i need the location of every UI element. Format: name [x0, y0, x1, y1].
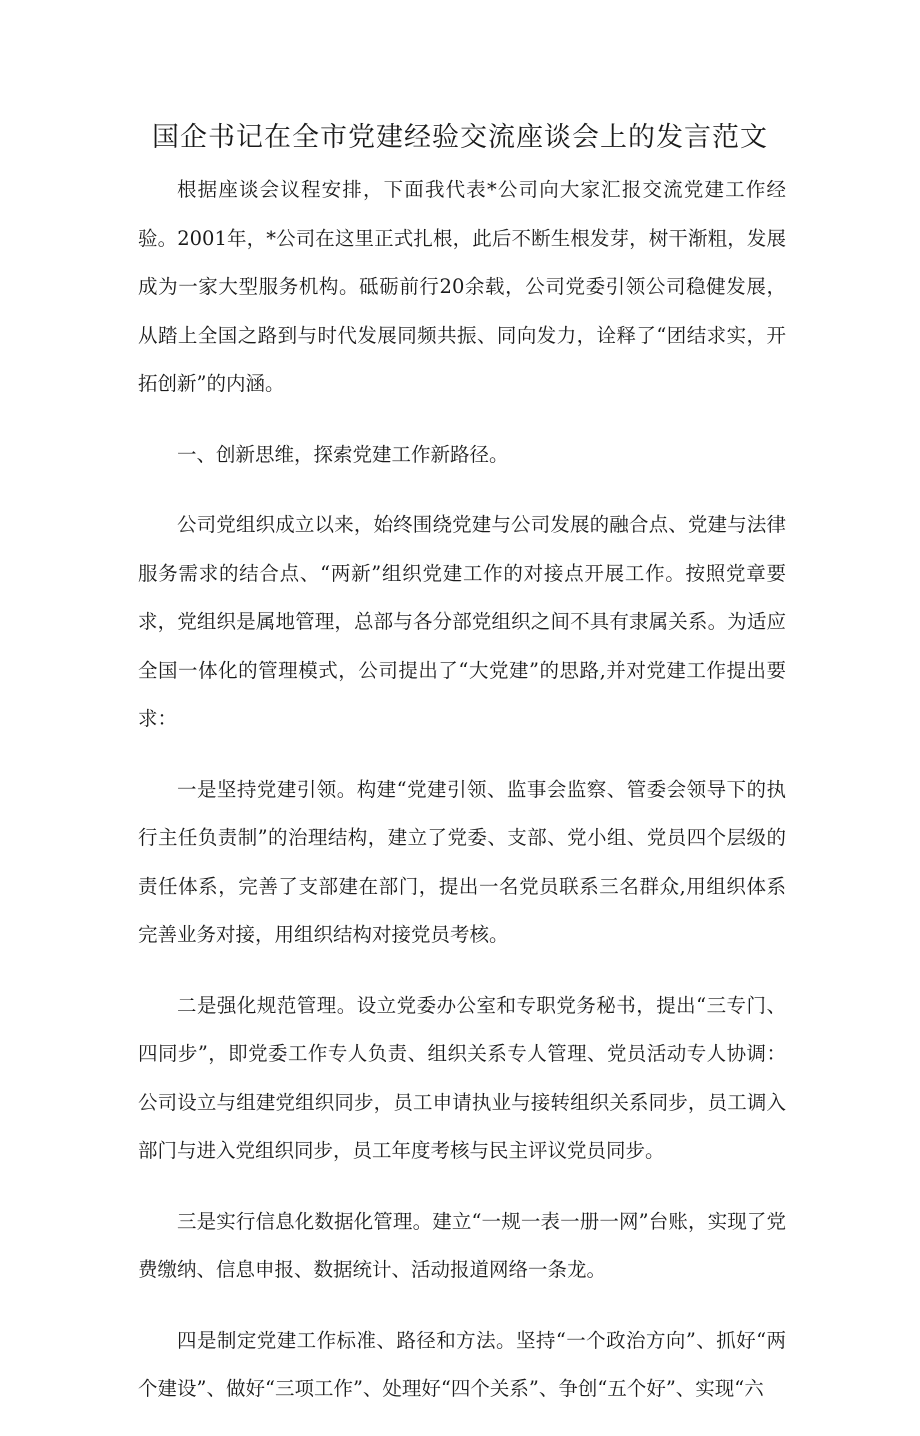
paragraph-point-1: 一是坚持党建引领。构建“党建引领、监事会监察、管委会领导下的执行主任负责制”的治理结构，建立了党委、支部、党小组、党员四个层级的责任体系，完善了支部建在部门，提出一名党员联系三名群众,用组织体系完善业务对接，用组织结构对接党员考核。 [138, 777, 786, 946]
document-title: 国企书记在全市党建经验交流座谈会上的发言范文 [152, 122, 768, 153]
paragraph-point-4: 四是制定党建工作标准、路径和方法。坚持“一个政治方向”、抓好“两个建设”、做好“三项工作”、处理好“四个关系”、争创“五个好”、实现“六 [138, 1328, 786, 1400]
section-heading-1: 一、创新思维，探索党建工作新路径。 [177, 442, 509, 466]
paragraph-point-3: 三是实行信息化数据化管理。建立“一规一表一册一网”台账，实现了党费缴纳、信息申报、数据统计、活动报道网络一条龙。 [138, 1209, 786, 1281]
document-body [138, 166, 786, 1436]
paragraph-party-organization: 公司党组织成立以来，始终围绕党建与公司发展的融合点、党建与法律服务需求的结合点、“两新”组织党建工作的对接点开展工作。按照党章要求，党组织是属地管理，总部与各分部党组织之间不具有隶属关系。为适应全国一体化的管理模式，公司提出了“大党建”的思路,并对党建工作提出要求： [138, 513, 786, 730]
paragraph-intro: 根据座谈会议程安排，下面我代表*公司向大家汇报交流党建工作经验。2001年，*公司在这里正式扎根，此后不断生根发芽，树干渐粗，发展成为一家大型服务机构。砥砺前行20余载，公司党委引领公司稳健发展，从踏上全国之路到与时代发展同频共振、同向发力，诠释了“团结求实，开拓创新”的内涵。 [138, 178, 786, 395]
paragraph-point-2: 二是强化规范管理。设立党委办公室和专职党务秘书，提出“三专门、四同步”，即党委工作专人负责、组织关系专人管理、党员活动专人协调：公司设立与组建党组织同步，员工申请执业与接转组织关系同步，员工调入部门与进入党组织同步，员工年度考核与民主评议党员同步。 [138, 993, 786, 1162]
